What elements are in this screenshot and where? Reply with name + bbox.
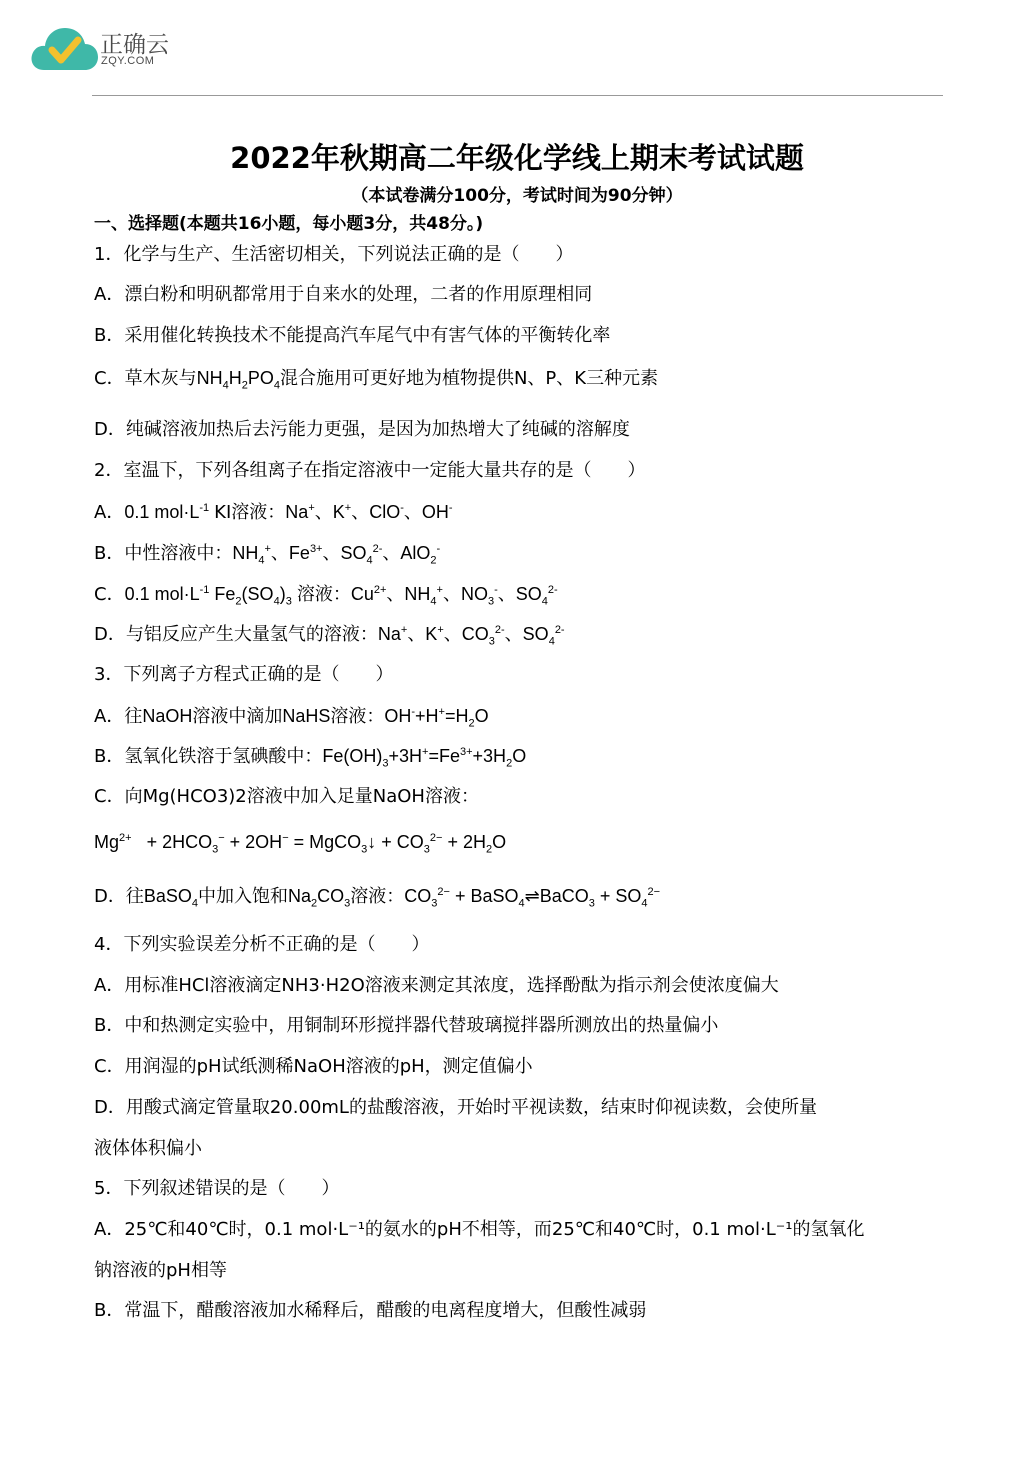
q3-a-naoh: NaOH (142, 706, 193, 726)
q5-option-a-line2: 钠溶液的pH相等 (94, 1260, 227, 1281)
q1-c-suffix: 混合施用可更好地为植物提供N、P、K三种元素 (279, 368, 659, 389)
section-heading: 一、选择题(本题共16小题，每小题3分，共48分。) (94, 214, 484, 234)
q4-option-a: A．用标准HCl溶液滴定NH3·H2O溶液来测定其浓度，选择酚酞为指示剂会使浓度偏大 (94, 975, 779, 996)
q3-a-label: A．往 (94, 706, 143, 727)
q3-d-mid2: 溶液： (350, 886, 405, 907)
q5-stem: 5．下列叙述错误的是（ ） (94, 1178, 340, 1199)
q1-option-c (94, 366, 658, 391)
q2-a-conc: 0.1 $mol\cdot L^{-1}$ (124, 502, 210, 522)
q3-b-eq: $Fe(OH)_3+3H^+=Fe^{3+}+3H_2O$ (322, 746, 527, 770)
header-divider (92, 95, 943, 96)
q3-stem: 3．下列离子方程式正确的是（ ） (94, 664, 394, 685)
q2-c-ions: $Cu^{2+}$、$NH_4^+$、$NO_3^-$、$SO_4^{2-}$ (350, 584, 558, 608)
q2-option-c (94, 582, 558, 607)
q4-stem: 4．下列实验误差分析不正确的是（ ） (94, 934, 430, 955)
q2-option-a (94, 500, 453, 525)
q1-c-prefix: C．草木灰与 (94, 368, 197, 389)
q1-stem: 1．化学与生产、生活密切相关，下列说法正确的是（ ） (94, 244, 574, 265)
q2-c-label: C． (94, 584, 125, 605)
exam-title: 2022年秋期高二年级化学线上期末考试试题 (230, 141, 804, 175)
q2-b-label: B．中性溶液中： (94, 543, 233, 564)
q2-a-cond: KI溶液： (214, 502, 286, 523)
q2-option-d (94, 622, 565, 647)
q3-a-mid2: 溶液： (330, 706, 385, 727)
q2-a-ions: Na+、K+、ClO-、OH- (285, 502, 453, 522)
q3-option-d (94, 884, 660, 909)
q3-d-na2co3: $Na_2CO_3$ (288, 886, 351, 910)
q3-option-c: C．向Mg(HCO3)2溶液中加入足量NaOH溶液： (94, 786, 479, 807)
q2-c-cond: 溶液： (296, 584, 351, 605)
q2-option-b (94, 541, 440, 566)
q1-option-d: D．纯碱溶液加热后去污能力更强，是因为加热增大了纯碱的溶解度 (94, 419, 630, 440)
logo-name: 正确云 (100, 32, 169, 58)
q2-stem: 2．室温下，下列各组离子在指定溶液中一定能大量共存的是（ ） (94, 460, 646, 481)
q2-d-ions: Na+、K+、$CO_3^{2-}$、$SO_4^{2-}$ (377, 624, 565, 648)
cloud-check-icon (30, 20, 100, 76)
q2-b-ions: $NH_4^+$、$Fe^{3+}$、$SO_4^{2-}$、AlO$_2$- (232, 543, 441, 567)
q3-d-label: D．往 (94, 886, 144, 907)
q3-a-nahs: NaHS (282, 706, 331, 726)
q3-d-mid1: 中加入饱和 (198, 886, 289, 907)
q3-option-b (94, 744, 526, 769)
exam-subtitle: （本试卷满分100分，考试时间为90分钟） (351, 186, 683, 206)
q5-option-b: B．常温下，醋酸溶液加水稀释后，醋酸的电离程度增大，但酸性减弱 (94, 1300, 647, 1321)
q3-d-eq: $CO_3^{2-}$ + BaSO$_4$⇌BaCO$_3$ + $SO_4^{2-}$ (404, 886, 661, 910)
q2-c-conc: 0.1 $mol\cdot L^{-1}$ $Fe_2(SO_4)_3$ (124, 584, 292, 608)
q4-option-d-line2: 液体体积偏小 (94, 1138, 202, 1159)
q3-c-equation: $Mg^{2+} + 2HCO_3^- + 2OH^-$ = MgCO$_3$↓ + $CO_3^{2-} + 2H_2O$ (94, 832, 507, 856)
q2-d-label: D．与铝反应产生大量氢气的溶液： (94, 624, 378, 645)
q2-a-label: A． (94, 502, 125, 523)
q3-option-a (94, 704, 489, 729)
q5-option-a-line1: A．25℃和40℃时，0.1 mol·L⁻¹的氨水的pH不相等，而25℃和40℃时，0.1 mol·L⁻¹的氢氧化 (94, 1219, 865, 1240)
q3-b-label: B．氢氧化铁溶于氢碘酸中： (94, 746, 323, 767)
q3-d-baso4: BaSO$_4$ (143, 886, 199, 910)
q1-option-b: B．采用催化转换技术不能提高汽车尾气中有害气体的平衡转化率 (94, 325, 611, 346)
q1-c-formula: $NH_4H_2PO_4$ (196, 368, 280, 392)
q1-option-a: A．漂白粉和明矾都常用于自来水的处理，二者的作用原理相同 (94, 284, 593, 305)
logo-domain: ZQY.COM (101, 55, 155, 67)
q4-option-b: B．中和热测定实验中，用铜制环形搅拌器代替玻璃搅拌器所测放出的热量偏小 (94, 1015, 719, 1036)
q3-a-eq: $OH^-+H^+=H_2O$ (384, 706, 489, 730)
q4-option-d-line1: D．用酸式滴定管量取20.00mL的盐酸溶液，开始时平视读数，结束时仰视读数，会使所量 (94, 1097, 817, 1118)
q4-option-c: C．用润湿的pH试纸测稀NaOH溶液的pH，测定值偏小 (94, 1056, 533, 1077)
q3-a-mid1: 溶液中滴加 (192, 706, 283, 727)
